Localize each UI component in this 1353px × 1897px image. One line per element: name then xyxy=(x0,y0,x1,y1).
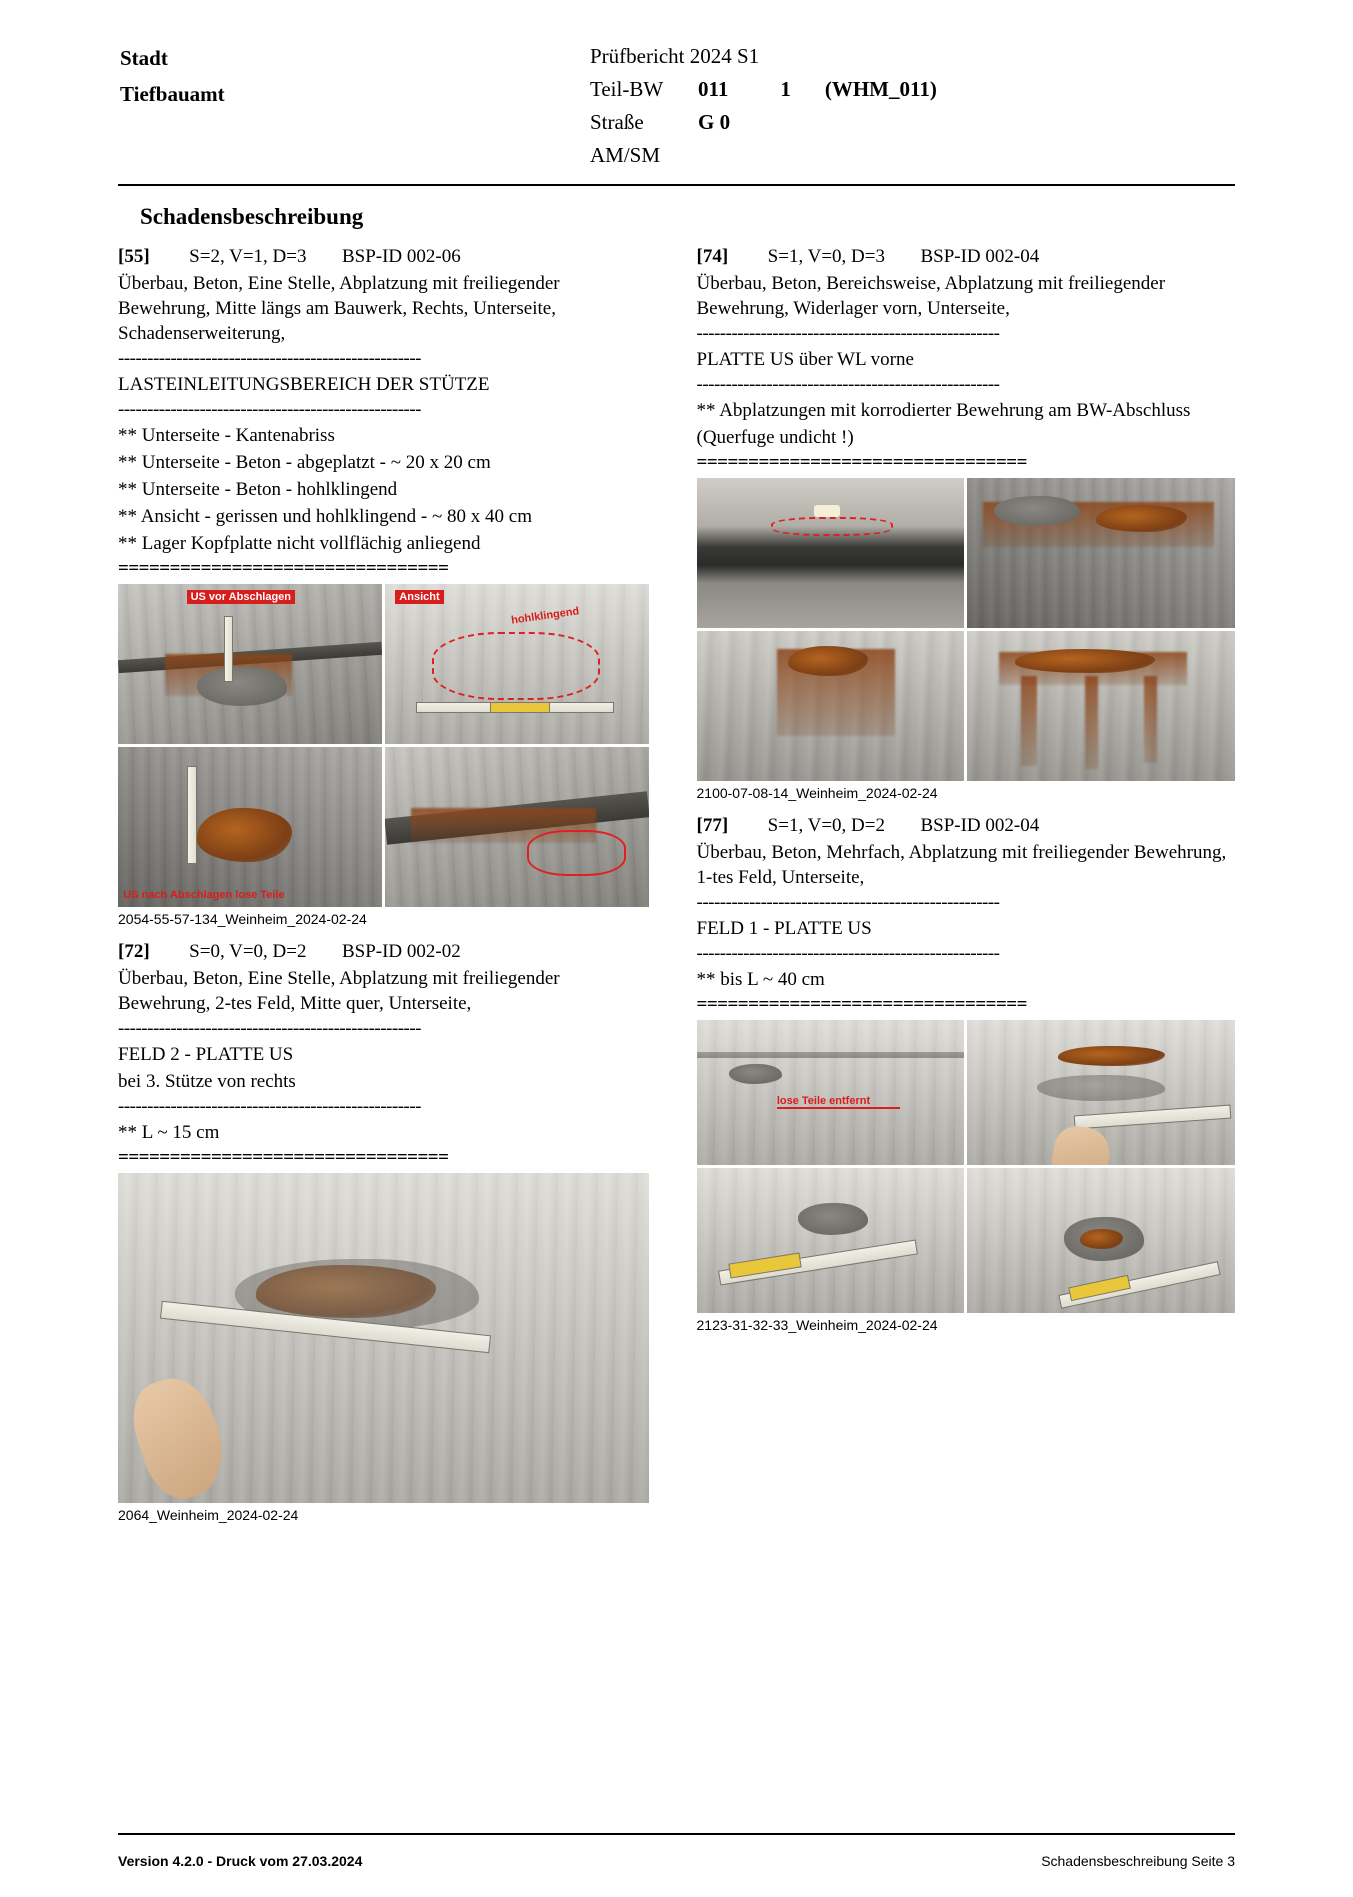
photo-us-nach-abschlagen xyxy=(118,747,382,907)
damage-72-photo-grid xyxy=(118,1173,649,1503)
damage-72-bullet-0: ** L ~ 15 cm xyxy=(118,1122,220,1143)
damage-55-bsp: BSP-ID 002-06 xyxy=(341,246,461,267)
damage-74-bullet-1: (Querfuge undicht !) xyxy=(696,427,854,448)
damage-77-photo-grid xyxy=(697,1020,1236,1313)
column-left xyxy=(118,240,677,1535)
damage-77-equals-rule: ================================ xyxy=(696,996,1027,1014)
photo-wl-vorne-detail-1 xyxy=(967,478,1235,628)
damage-77-head xyxy=(697,813,1236,838)
report-title: Prüfbericht 2024 S1 xyxy=(590,44,760,68)
footer-divider xyxy=(118,1833,1235,1835)
damage-77-bsp: BSP-ID 002-04 xyxy=(920,815,1040,836)
damage-77-id: [77] xyxy=(696,815,729,836)
damage-72-id: [72] xyxy=(118,941,150,962)
org-line-1: Stadt xyxy=(120,46,168,70)
damage-entry-72 xyxy=(118,939,649,1523)
header-organization xyxy=(120,40,590,172)
strasse-label: Straße xyxy=(590,110,644,134)
page-header xyxy=(0,0,1353,172)
damage-72-head xyxy=(118,939,649,964)
photo-wl-vorne-uebersicht xyxy=(697,478,965,628)
header-report-info xyxy=(590,40,1233,172)
damage-55-separator-1: ---------------------------------------------------- xyxy=(118,349,422,369)
teil-bw-value: 011 xyxy=(698,77,729,101)
damage-77-caption: 2123-31-32-33_Weinheim_2024-02-24 xyxy=(696,1317,938,1333)
photo-label-us-vor-abschlagen: US vor Abschlagen xyxy=(187,590,295,604)
strasse-row xyxy=(590,106,1233,139)
damage-72-separator-2: ---------------------------------------------------- xyxy=(118,1097,422,1117)
damage-entry-55 xyxy=(118,244,649,927)
photo-feld1-detail-2 xyxy=(697,1168,965,1313)
damage-74-description: Überbau, Beton, Bereichsweise, Abplatzung mit freiliegender Bewehrung, Widerlager vorn, Unterseite, xyxy=(696,273,1166,319)
photo-label-hohlklingend: hohlklingend xyxy=(510,604,581,627)
damage-55-id: [55] xyxy=(118,246,150,267)
photo-label-ansicht: Ansicht xyxy=(395,590,443,604)
damage-74-bullet-0: ** Abplatzungen mit korrodierter Bewehrung am BW-Abschluss xyxy=(696,400,1191,421)
column-right xyxy=(677,240,1236,1535)
damage-74-ratings: S=1, V=0, D=3 xyxy=(767,246,885,267)
footer-page-label: Schadensbeschreibung Seite 3 xyxy=(1041,1853,1235,1869)
teil-bw-label: Teil-BW xyxy=(590,77,664,101)
damage-55-photo-grid xyxy=(118,584,649,907)
photo-label-us-nach-abschlagen: US nach Abschlagen lose Teile xyxy=(123,888,285,901)
damage-72-bsp: BSP-ID 002-02 xyxy=(341,941,461,962)
damage-72-caption: 2064_Weinheim_2024-02-24 xyxy=(118,1507,299,1523)
damage-55-head xyxy=(118,244,649,269)
photo-feld1-detail-1 xyxy=(967,1020,1235,1165)
photo-label-lose-teile-entfernt: lose Teile entfernt xyxy=(776,1095,871,1108)
photo-feld2-platte-us xyxy=(118,1173,649,1503)
damage-72-ratings: S=0, V=0, D=2 xyxy=(189,941,307,962)
photo-us-vor-abschlagen xyxy=(118,584,382,744)
damage-55-note-1: LASTEINLEITUNGSBEREICH DER STÜTZE xyxy=(118,374,490,395)
damage-77-separator-2: ---------------------------------------------------- xyxy=(696,944,1000,964)
page-title: Schadensbeschreibung xyxy=(140,204,364,229)
damage-74-separator-2: ---------------------------------------------------- xyxy=(696,375,1000,395)
damage-74-photo-grid xyxy=(697,478,1236,781)
photo-feld1-uebersicht xyxy=(697,1020,965,1165)
damage-55-bullet-2: ** Unterseite - Beton - hohlklingend xyxy=(118,479,398,500)
photo-ansicht xyxy=(385,584,649,744)
damage-74-note-1: PLATTE US über WL vorne xyxy=(696,349,914,370)
damage-55-bullet-3: ** Ansicht - gerissen und hohlklingend - ~ 80 x 40 cm xyxy=(118,506,532,527)
teil-bw-code: (WHM_011) xyxy=(824,77,937,101)
damage-55-bullet-4: ** Lager Kopfplatte nicht vollflächig anliegend xyxy=(118,533,481,554)
photo-feld1-detail-3 xyxy=(967,1168,1235,1313)
damage-72-note-1: FELD 2 - PLATTE US xyxy=(118,1044,294,1065)
page-footer xyxy=(118,1853,1235,1869)
damage-55-ratings: S=2, V=1, D=3 xyxy=(189,246,307,267)
two-column-layout xyxy=(118,240,1235,1535)
photo-kantenabriss xyxy=(385,747,649,907)
damage-55-equals-rule: ================================ xyxy=(118,560,449,578)
damage-72-description: Überbau, Beton, Eine Stelle, Abplatzung mit freiliegender Bewehrung, 2-tes Feld, Mitte quer, Unterseite, xyxy=(118,968,560,1014)
strasse-value: G 0 xyxy=(698,110,731,134)
photo-wl-vorne-detail-3 xyxy=(967,631,1235,781)
damage-55-description: Überbau, Beton, Eine Stelle, Abplatzung mit freiliegender Bewehrung, Mitte längs am Bauwerk, Rechts, Unterseite, Schadenserweiterung, xyxy=(118,273,560,344)
teil-bw-row xyxy=(590,73,1233,106)
damage-entry-77 xyxy=(697,813,1236,1333)
damage-55-bullet-0: ** Unterseite - Kantenabriss xyxy=(118,425,335,446)
org-line-2: Tiefbauamt xyxy=(120,82,225,106)
damage-77-ratings: S=1, V=0, D=2 xyxy=(767,815,885,836)
damage-55-bullet-1: ** Unterseite - Beton - abgeplatzt - ~ 20 x 20 cm xyxy=(118,452,491,473)
damage-77-description: Überbau, Beton, Mehrfach, Abplatzung mit freiliegender Bewehrung, 1-tes Feld, Unterseite, xyxy=(696,842,1227,888)
damage-77-note-1: FELD 1 - PLATTE US xyxy=(696,918,872,939)
amsm-line: AM/SM xyxy=(590,143,661,167)
damage-74-bsp: BSP-ID 002-04 xyxy=(920,246,1040,267)
photo-wl-vorne-detail-2 xyxy=(697,631,965,781)
damage-74-equals-rule: ================================ xyxy=(696,454,1027,472)
damage-55-caption: 2054-55-57-134_Weinheim_2024-02-24 xyxy=(118,911,367,927)
damage-entry-74 xyxy=(697,244,1236,801)
damage-74-separator-1: ---------------------------------------------------- xyxy=(696,324,1000,344)
damage-55-separator-2: ---------------------------------------------------- xyxy=(118,400,422,420)
damage-74-caption: 2100-07-08-14_Weinheim_2024-02-24 xyxy=(696,785,938,801)
damage-74-head xyxy=(697,244,1236,269)
damage-74-id: [74] xyxy=(696,246,729,267)
teil-bw-num: 1 xyxy=(780,77,791,101)
damage-72-note-2: bei 3. Stütze von rechts xyxy=(118,1071,296,1092)
damage-77-separator-1: ---------------------------------------------------- xyxy=(696,893,1000,913)
damage-72-separator-1: ---------------------------------------------------- xyxy=(118,1019,422,1039)
damage-72-equals-rule: ================================ xyxy=(118,1149,449,1167)
footer-version: Version 4.2.0 - Druck vom 27.03.2024 xyxy=(118,1853,363,1869)
damage-77-bullet-0: ** bis L ~ 40 cm xyxy=(696,969,825,990)
page-content xyxy=(0,186,1353,1535)
